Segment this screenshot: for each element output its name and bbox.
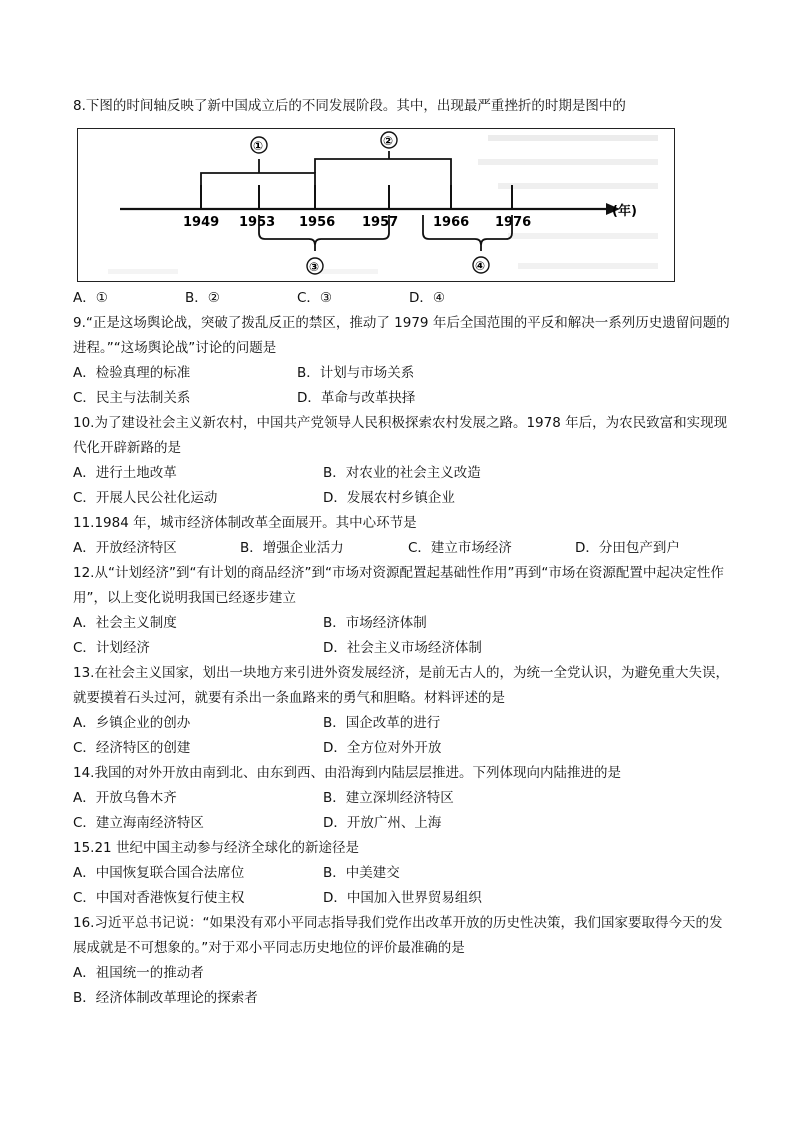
q15-option-b[interactable]: B．中美建交 [323, 865, 400, 881]
q12-option-d[interactable]: D．社会主义市场经济体制 [323, 640, 482, 656]
question-13-options-row1 [73, 711, 733, 736]
timeline-unit: (年) [612, 204, 637, 219]
bracket-2 [315, 132, 451, 187]
q9-option-b[interactable]: B．计划与市场关系 [297, 365, 415, 381]
q11-option-a[interactable]: A．开放经济特区 [73, 540, 177, 556]
question-9-options-row2 [73, 386, 733, 411]
q14-option-c[interactable]: C．建立海南经济特区 [73, 815, 204, 831]
question-15-options-row2 [73, 886, 733, 911]
question-11-options [73, 536, 733, 561]
q13-option-d[interactable]: D．全方位对外开放 [323, 740, 442, 756]
svg-text:③: ③ [309, 260, 320, 274]
question-10-options-row2 [73, 486, 733, 511]
question-14-options-row1 [73, 786, 733, 811]
q15-option-d[interactable]: D．中国加入世界贸易组织 [323, 890, 482, 906]
question-16-option-a-row [73, 961, 733, 986]
q13-option-b[interactable]: B．国企改革的进行 [323, 715, 441, 731]
q11-option-b[interactable]: B．增强企业活力 [240, 540, 344, 556]
q14-option-b[interactable]: B．建立深圳经济特区 [323, 790, 454, 806]
q13-option-c[interactable]: C．经济特区的创建 [73, 740, 191, 756]
svg-text:②: ② [383, 134, 394, 148]
q9-option-c[interactable]: C．民主与法制关系 [73, 390, 191, 406]
question-16-stem: 16.习近平总书记说：“如果没有邓小平同志指导我们党作出改革开放的历史性决策，我们国家要取得今天的发展成就是不可想象的。”对于邓小平同志历史地位的评价最准确的是 [73, 915, 723, 956]
question-9-stem: 9.“正是这场舆论战，突破了拨乱反正的禁区，推动了 1979 年后全国范围的平反和解决一系列历史遗留问题的进程。”“这场舆论战”讨论的问题是 [73, 315, 730, 356]
question-14-stem: 14.我国的对外开放由南到北、由东到西、由沿海到内陆层层推进。下列体现向内陆推进的是 [73, 765, 621, 781]
q14-option-d[interactable]: D．开放广州、上海 [323, 815, 442, 831]
q10-option-b[interactable]: B．对农业的社会主义改造 [323, 465, 481, 481]
q14-option-a[interactable]: A．开放乌鲁木齐 [73, 790, 177, 806]
q11-option-d[interactable]: D．分田包产到户 [575, 540, 680, 556]
year-label-1966: 1966 [433, 215, 470, 230]
q9-option-a[interactable]: A．检验真理的标准 [73, 365, 191, 381]
question-13-stem: 13.在社会主义国家，划出一块地方来引进外资发展经济，是前无古人的，为统一全党认识，为避免重大失误，就要摸着石头过河，就要有杀出一条血路来的勇气和胆略。材料评述的是 [73, 665, 729, 706]
timeline-svg [78, 129, 674, 281]
question-8-options [73, 286, 733, 311]
q13-option-a[interactable]: A．乡镇企业的创办 [73, 715, 191, 731]
q8-option-b[interactable]: B．② [185, 290, 220, 306]
q16-option-a[interactable]: A．祖国统一的推动者 [73, 965, 204, 981]
question-13-options-row2 [73, 736, 733, 761]
bracket-1 [201, 137, 315, 187]
q11-option-c[interactable]: C．建立市场经济 [408, 540, 512, 556]
year-label-1949: 1949 [183, 215, 220, 230]
timeline-figure [77, 128, 675, 282]
question-12-options-row2 [73, 636, 733, 661]
q12-option-c[interactable]: C．计划经济 [73, 640, 150, 656]
q10-option-c[interactable]: C．开展人民公社化运动 [73, 490, 218, 506]
background-bleed [108, 135, 658, 274]
q8-option-c[interactable]: C．③ [297, 290, 333, 306]
question-14-options-row2 [73, 811, 733, 836]
question-10-stem: 10.为了建设社会主义新农村，中国共产党领导人民积极探索农村发展之路。1978 年后，为农民致富和实现现代化开辟新路的是 [73, 415, 728, 456]
question-8-stem: 8.下图的时间轴反映了新中国成立后的不同发展阶段。其中，出现最严重挫折的时期是图中的 [73, 98, 626, 114]
q12-option-b[interactable]: B．市场经济体制 [323, 615, 427, 631]
q16-option-b[interactable]: B．经济体制改革理论的探索者 [73, 990, 258, 1006]
q15-option-c[interactable]: C．中国对香港恢复行使主权 [73, 890, 245, 906]
q15-option-a[interactable]: A．中国恢复联合国合法席位 [73, 865, 245, 881]
svg-text:④: ④ [475, 259, 486, 273]
year-label-1957: 1957 [362, 215, 399, 230]
question-15-stem: 15.21 世纪中国主动参与经济全球化的新途径是 [73, 840, 359, 856]
question-9-options-row1 [73, 361, 733, 386]
q12-option-a[interactable]: A．社会主义制度 [73, 615, 177, 631]
question-15-options-row1 [73, 861, 733, 886]
question-10-options-row1 [73, 461, 733, 486]
q10-option-d[interactable]: D．发展农村乡镇企业 [323, 490, 455, 506]
year-label-1956: 1956 [299, 215, 336, 230]
svg-text:①: ① [253, 139, 264, 153]
question-11-stem: 11.1984 年，城市经济体制改革全面展开。其中心环节是 [73, 515, 417, 531]
year-label-1953: 1953 [239, 215, 276, 230]
q9-option-d[interactable]: D．革命与改革抉择 [297, 390, 416, 406]
question-16-option-b-row [73, 986, 733, 1011]
year-label-1976: 1976 [495, 215, 532, 230]
q8-option-a[interactable]: A．① [73, 290, 108, 306]
question-12-stem: 12.从“计划经济”到“有计划的商品经济”到“市场对资源配置起基础性作用”再到“市场在资源配置中起决定性作用”，以上变化说明我国已经逐步建立 [73, 565, 724, 606]
q8-option-d[interactable]: D．④ [409, 290, 445, 306]
question-12-options-row1 [73, 611, 733, 636]
q10-option-a[interactable]: A．进行土地改革 [73, 465, 177, 481]
